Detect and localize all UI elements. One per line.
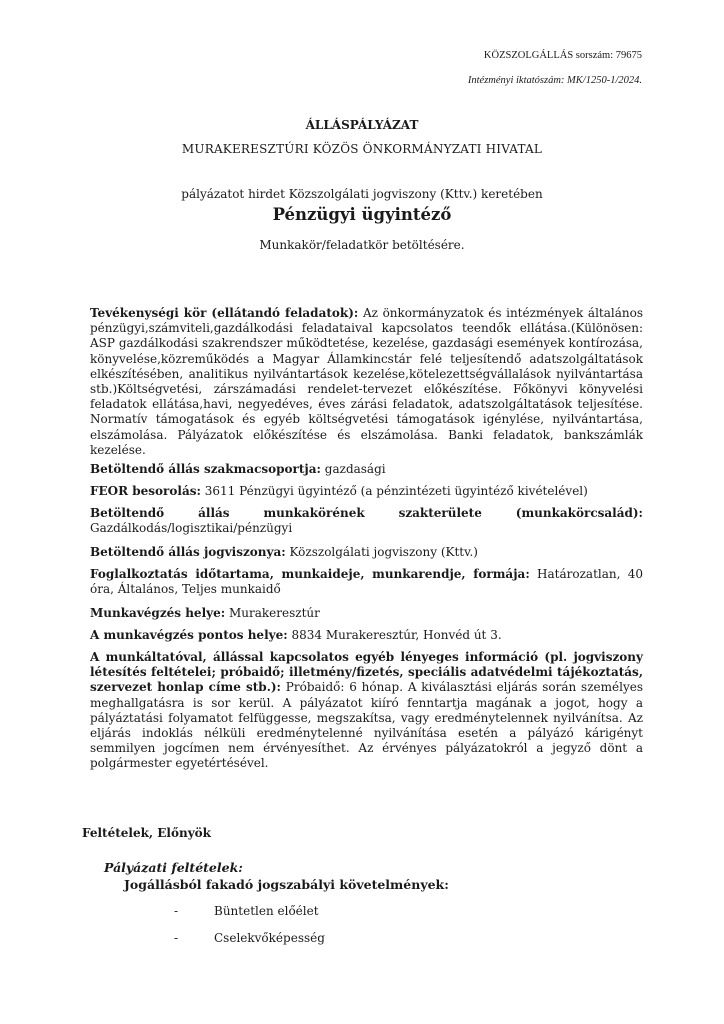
list-item <box>174 931 325 945</box>
position-title: Pénzügyi ügyintéző <box>272 205 452 224</box>
announcement-line: pályázatot hirdet Közszolgálati jogviszony (Kttv.) keretében <box>181 187 543 201</box>
field-value: 8834 Murakeresztúr, Honvéd út 3. <box>287 628 502 642</box>
label-word: szakterülete <box>398 506 482 520</box>
field-value: 3611 Pénzügyi ügyintéző (a pénzintézeti ügyintéző kivételével) <box>200 484 588 498</box>
field-value: Közszolgálati jogviszony (Kttv.) <box>285 545 478 559</box>
field-feor <box>90 484 643 499</box>
label-word: állás <box>198 506 230 520</box>
field-working-schedule <box>90 567 643 597</box>
document-title: ÁLLÁSPÁLYÁZAT <box>305 118 419 132</box>
list-item-text: Büntetlen előélet <box>214 904 319 918</box>
field-value: Próbaidő: 6 hónap. A kiválasztási eljárás során személyes meghallgatásra is sor kerül. A pályázatot kiíró fenntartja magának a jogot, hogy a pályáztatási folyamatot felfüggesse, megszakítsa, vagy eredménytelennek nyilvánítsa. Az eljárás indoklás nélküli eredménytelenné nyilvánítása esetén a pályázó kárigényt semmilyen jogcímen nem érvényesíthet. Az érvényes pályázatokról a jegyző dönt a polgármester egyetértésével. <box>90 680 643 771</box>
position-subtitle: Munkakör/feladatkör betöltésére. <box>259 238 465 252</box>
bullet-dash: - <box>174 931 179 945</box>
field-employment-type <box>90 545 643 560</box>
duties-text: Az önkormányzatok és intézmények általános pénzügyi,számviteli,gazdálkodási feladataival kapcsolatos teendők ellátása.(Különösen: ASP gazdálkodási szakrendszer működtetése, kezelése, gazdasági események kontírozása, könyvelése,közreműködés a Magyar Államkincstár felé teljesítendő adatszolgáltatások elkészítésében, analitikus nyilvántartások kezelése,kötelezettségvállalások nyilvántartása stb.)Költségvetési, zárszámadási rendelet-tervezet előkészítése. Főkönyvi könyvelési feladatok ellátása,havi, negyedéves, éves zárási feladatok, adatszolgáltatások teljesítése. Normatív támogatások és egyéb költségvetési támogatások igénylése, nyilvántartása, elszámolása. Pályázatok előkészítése és elszámolása. Banki feladatok, bankszámlák kezelése. <box>90 306 643 457</box>
bullet-dash: - <box>174 904 179 918</box>
field-value: Határozatlan, 40 óra, Általános, Teljes munkaidő <box>90 567 643 597</box>
field-label <box>90 506 643 521</box>
reference-number: KÖZSZOLGÁLLÁS sorszám: 79675 <box>483 50 642 61</box>
field-workplace <box>90 606 643 621</box>
field-profession-group <box>90 462 643 477</box>
field-value: Gazdálkodás/logisztikai/pénzügyi <box>90 521 293 536</box>
field-label: A munkáltatóval, állással kapcsolatos egyéb lényeges információ (pl. jogviszony létesítés feltételei; próbaidő; illetmény/fizetés, speciális adatvédelmi tájékoztatás, szervezet honlap címe stb.): <box>90 650 643 695</box>
field-label: Betöltendő állás jogviszonya: <box>90 545 286 559</box>
label-word: munkakörének <box>263 506 365 520</box>
field-label: A munkavégzés pontos helye: <box>90 628 288 642</box>
filing-number: Intézményi iktatószám: MK/1250-1/2024. <box>467 75 642 86</box>
legal-requirements-heading: Jogállásból fakadó jogszabályi követelmények: <box>124 877 449 892</box>
field-label: Munkavégzés helye: <box>90 606 226 620</box>
field-label: Foglalkoztatás időtartama, munkaideje, munkarendje, formája: <box>90 567 530 581</box>
field-exact-address <box>90 628 643 643</box>
list-item-text: Cselekvőképesség <box>214 931 325 945</box>
organization-name: MURAKERESZTÚRI KÖZÖS ÖNKORMÁNYZATI HIVATAL <box>181 142 543 156</box>
label-word: Betöltendő <box>90 506 165 520</box>
field-label: FEOR besorolás: <box>90 484 201 498</box>
field-value: Murakeresztúr <box>225 606 320 620</box>
conditions-heading: Feltételek, Előnyök <box>82 826 211 840</box>
application-conditions-heading: Pályázati feltételek: <box>104 860 243 875</box>
duties-label: Tevékenységi kör (ellátandó feladatok): <box>90 306 359 320</box>
field-value: gazdasági <box>320 462 386 476</box>
list-item <box>174 904 319 918</box>
label-word: (munkakörcsalád): <box>515 506 643 520</box>
field-label: Betöltendő állás szakmacsoportja: <box>90 462 321 476</box>
field-other-info <box>90 650 643 772</box>
field-specialty <box>90 506 643 536</box>
duties-paragraph <box>90 306 643 458</box>
